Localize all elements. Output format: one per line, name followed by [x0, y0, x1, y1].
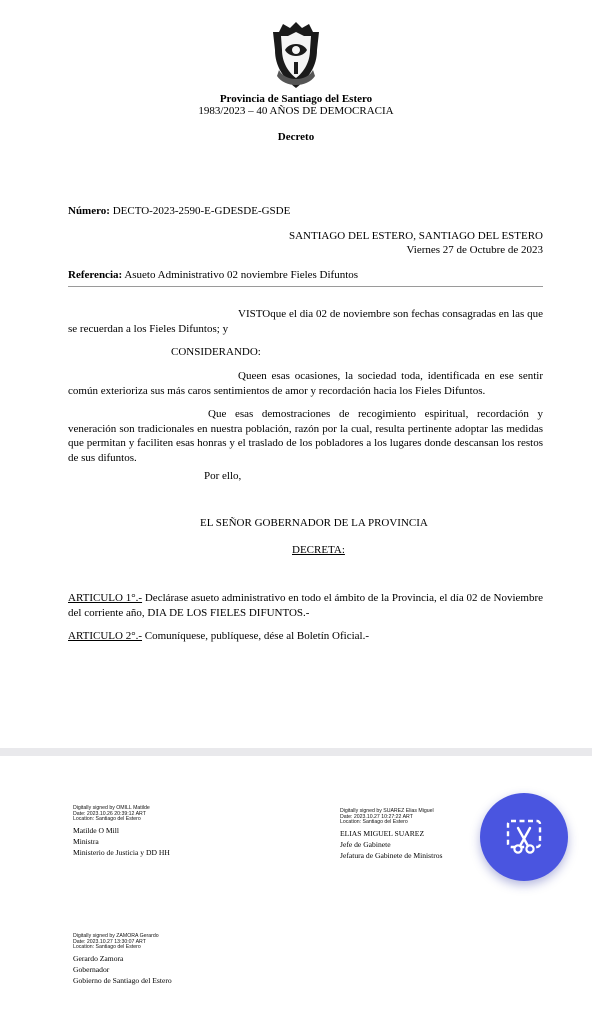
- articulo-2-text: Comuníquese, publíquese, dése al Boletín Oficial.-: [142, 630, 369, 642]
- por-ello: Por ello,: [204, 470, 242, 482]
- visto-paragraph: [68, 307, 543, 336]
- signature-2-role: Jefe de Gabinete: [340, 840, 391, 849]
- numero-row: [68, 205, 290, 217]
- numero-value: DECTO-2023-2590-E-GDESDE-GSDE: [112, 205, 291, 217]
- considerando-paragraph-1: [68, 369, 543, 398]
- signature-1-name: Matilde O Mill: [73, 826, 119, 835]
- scissors-select-icon: [503, 816, 545, 858]
- signature-3-org: Gobierno de Santiago del Estero: [73, 976, 172, 985]
- divider: [68, 286, 543, 287]
- signature-3-name: Gerardo Zamora: [73, 954, 124, 963]
- signature-2-stamp: [340, 809, 434, 826]
- scan-cut-fab-button[interactable]: [480, 793, 568, 881]
- numero-label: Número:: [68, 205, 110, 217]
- articulo-2-label: ARTICULO 2°.-: [68, 630, 143, 642]
- location: SANTIAGO DEL ESTERO, SANTIAGO DEL ESTERO: [289, 230, 543, 242]
- signature-3-location: Location: Santiago del Estero: [73, 944, 141, 951]
- governor-heading: EL SEÑOR GOBERNADOR DE LA PROVINCIA: [200, 517, 428, 529]
- province-name: Provincia de Santiago del Estero: [219, 93, 373, 105]
- signature-2-lines: [340, 828, 442, 861]
- signature-3-date: Date: 2023.10.27 13:30:07 ART: [73, 938, 146, 945]
- articulo-2: [68, 629, 543, 644]
- referencia-row: [68, 269, 358, 281]
- articulo-1: [68, 591, 543, 620]
- articulo-1-text: Declárase asueto administrativo en todo el ámbito de la Provincia, el día 02 de Noviembre del corriente año, DIA DE LOS FIELES DIFUNTOS.-: [68, 592, 543, 619]
- signature-1-stamp: [73, 806, 150, 823]
- signature-2-location: Location: Santiago del Estero: [340, 819, 408, 826]
- signature-2-date: Date: 2023.10.27 10:27:22 ART: [340, 813, 413, 820]
- paragraph-1-text: Queen esas ocasiones, la sociedad toda, identificada en ese sentir común exterioriza sus más caros sentimientos de amor y recordación hacia los Fieles Difuntos.: [68, 370, 543, 397]
- provincial-crest-icon: [269, 20, 323, 92]
- paragraph-2-text: Que esas demostraciones de recogimiento espiritual, recordación y veneración son tradicionales en nuestra población, razón por la cual, resulta pertinente adoptar las medidas que permitan y faciliten esas honras y el traslado de los pobladores a los lugares donde descansan los restos de sus difuntos.: [68, 408, 543, 464]
- referencia-value: Asueto Administrativo 02 noviembre Fieles Difuntos: [124, 269, 359, 281]
- decreta-heading: DECRETA:: [292, 544, 345, 556]
- referencia-label: Referencia:: [68, 269, 123, 281]
- visto-text: que el dia 02 de noviembre son fechas consagradas en las que se recuerdan a los Fieles Difuntos; y: [68, 308, 543, 335]
- signature-2-signed-by: Digitally signed by SUAREZ Elias Miguel: [340, 808, 434, 814]
- signature-2-org: Jefatura de Gabinete de Ministros: [340, 851, 443, 860]
- visto-word: VISTO: [238, 308, 271, 320]
- signature-1-org: Ministerio de Justicia y DD HH: [73, 848, 170, 857]
- page-separator: [0, 748, 592, 756]
- document-type: Decreto: [277, 131, 315, 143]
- considerando-heading: CONSIDERANDO:: [171, 346, 261, 358]
- signature-3-lines: [73, 953, 172, 986]
- signature-1-signed-by: Digitally signed by OMILL Matilde: [73, 805, 150, 811]
- signature-1-role: Ministra: [73, 837, 99, 846]
- signature-2-name: ELIAS MIGUEL SUAREZ: [340, 829, 425, 838]
- signature-1-date: Date: 2023.10.26 20:39:12 ART: [73, 810, 146, 817]
- signature-3-signed-by: Digitally signed by ZAMORA Gerardo: [73, 933, 159, 939]
- signature-1-lines: [73, 825, 170, 858]
- signature-3-stamp: [73, 934, 159, 951]
- signature-3-role: Gobernador: [73, 965, 110, 974]
- document-date: Viernes 27 de Octubre de 2023: [406, 244, 543, 256]
- articulo-1-label: ARTICULO 1°.-: [68, 592, 143, 604]
- democracy-motto: 1983/2023 – 40 AÑOS DE DEMOCRACIA: [198, 105, 394, 117]
- considerando-paragraph-2: [68, 407, 543, 465]
- signature-1-location: Location: Santiago del Estero: [73, 816, 141, 823]
